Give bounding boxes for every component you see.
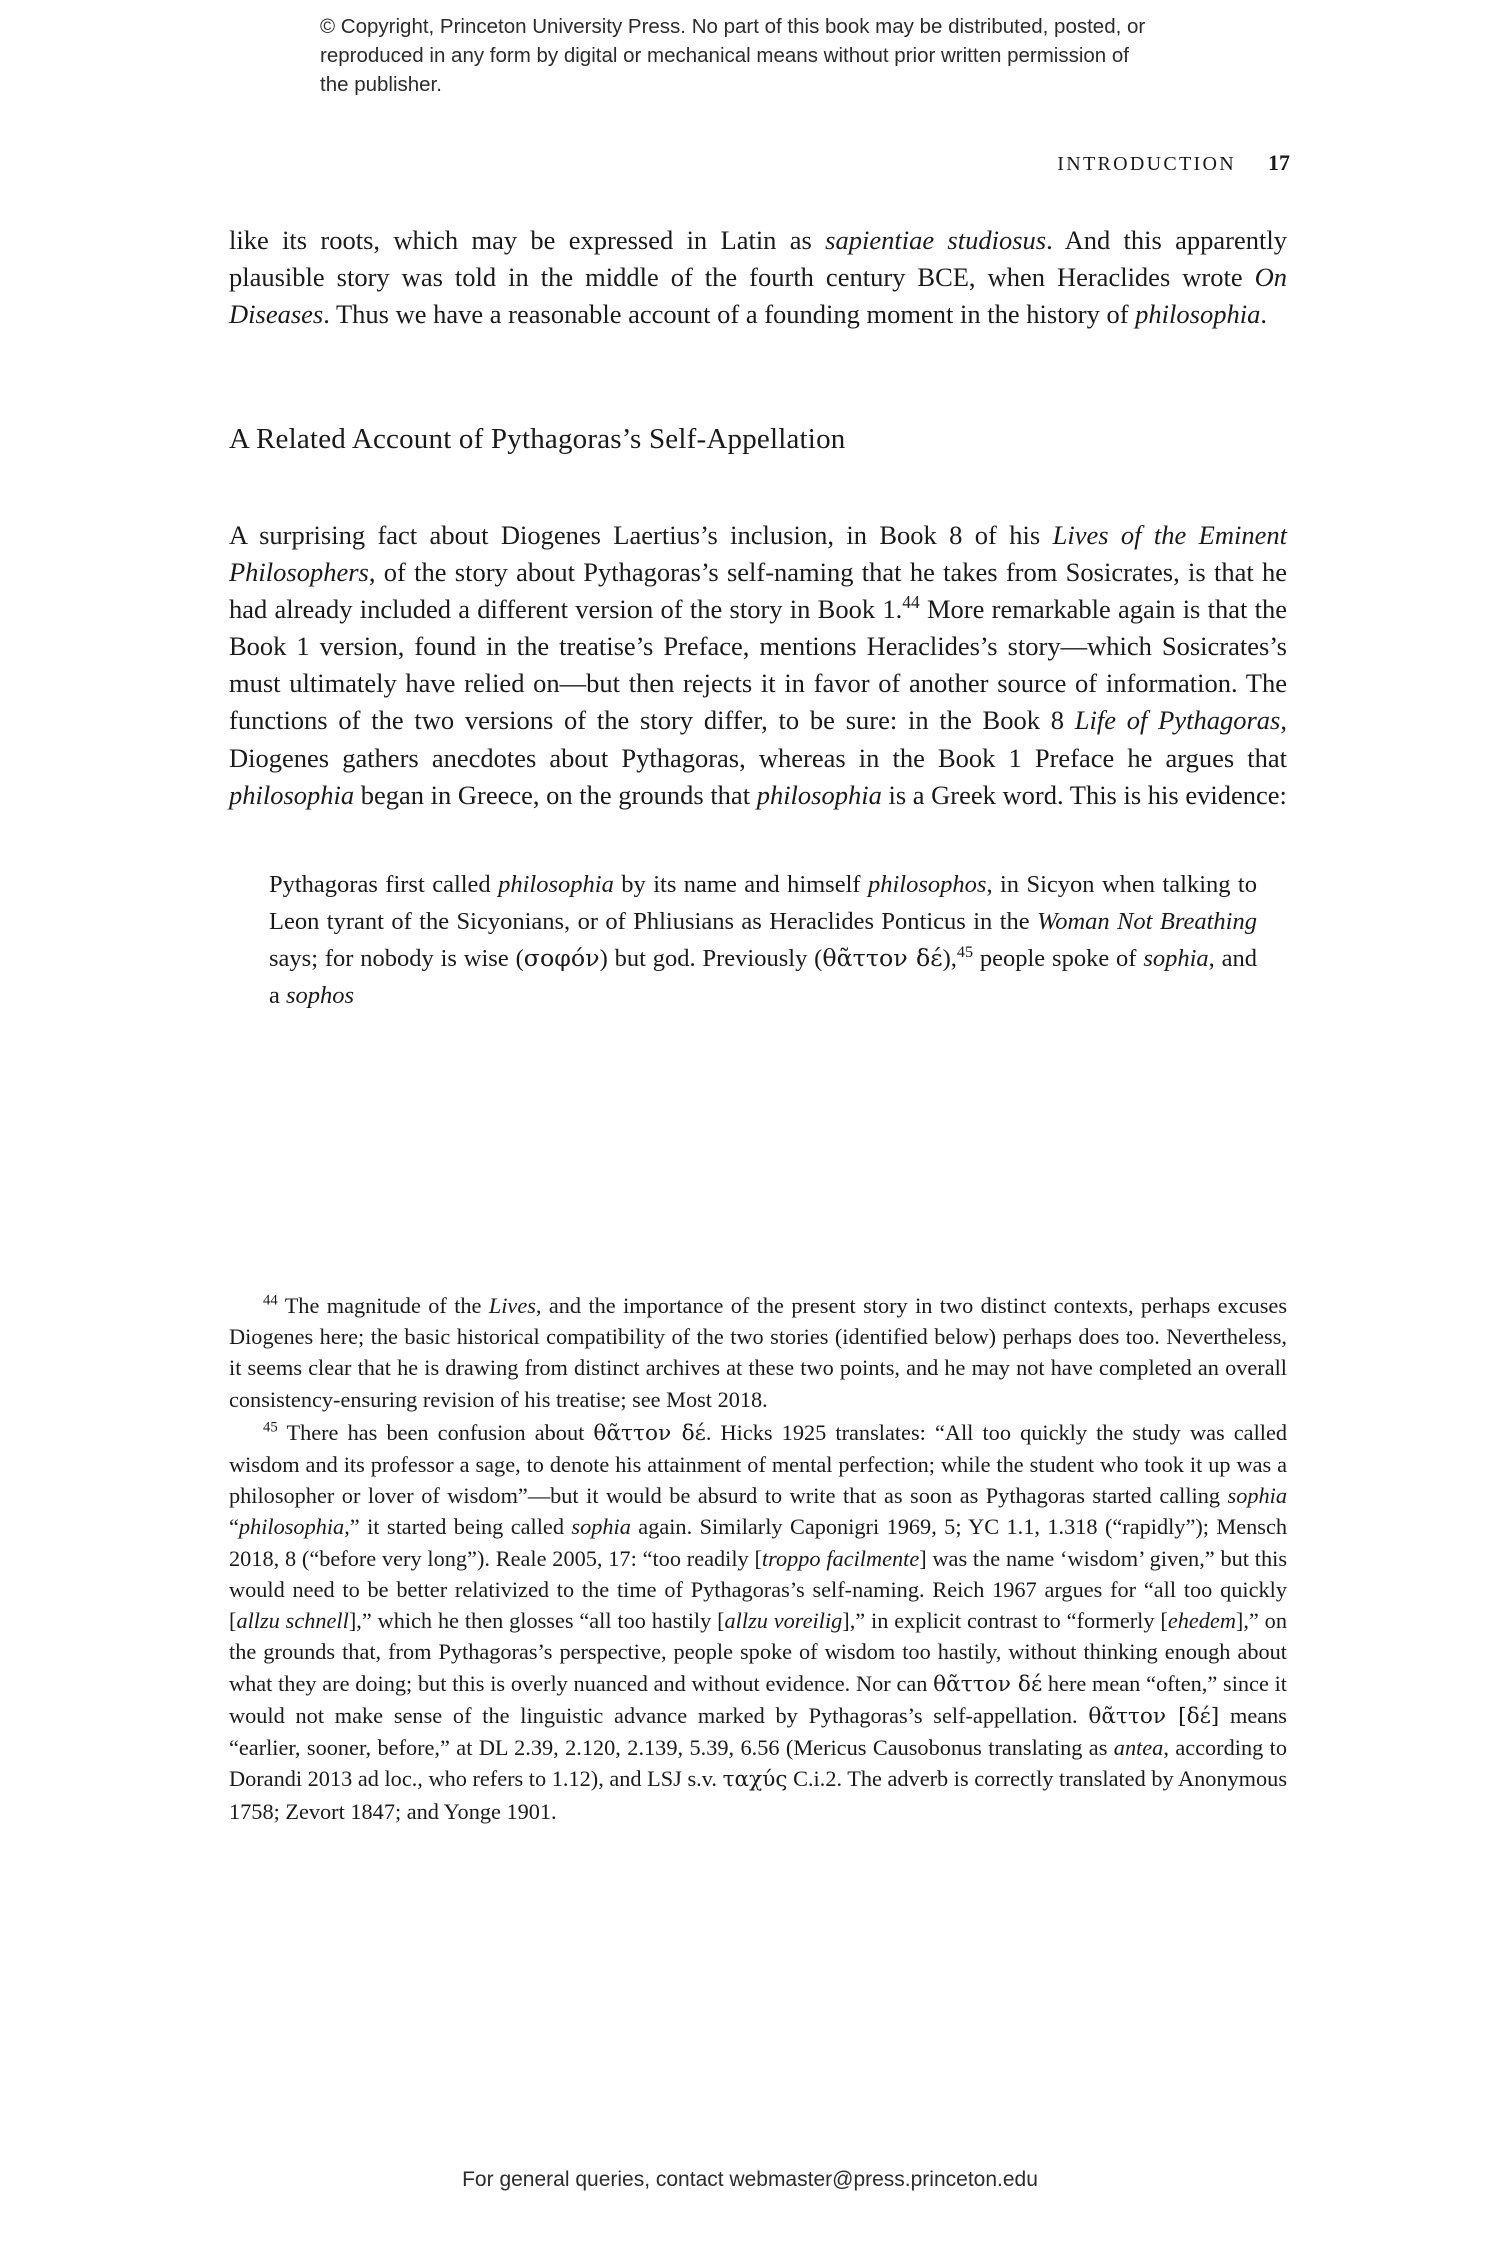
text-italic: allzu voreilig — [724, 1608, 843, 1634]
text-run: ],” in explicit contrast to “formerly [ — [842, 1608, 1168, 1634]
footnote-number[interactable]: 45 — [263, 1419, 278, 1436]
text-italic: philosophia — [238, 1514, 345, 1540]
text-italic: Lives of the Eminent Philosophers — [229, 519, 1287, 588]
text-run: , and the importance of the present story in two distinct contexts, perhaps excuses Diogenes here; the basic historical compatibility of the two stories (identified below) perhaps does too. Nevertheless, it seems clear that he is drawing from distinct archives at these two points, and he may not have completed an overall consistency-ensuring revision of his treatise; see Most 2018. — [229, 1293, 1287, 1412]
text-run: ,” it started being called — [344, 1514, 572, 1540]
running-head — [230, 150, 1290, 176]
footnote-marker-44[interactable]: 44 — [902, 592, 920, 613]
text-run: . Thus we have a reasonable account of a founding moment in the history of — [323, 299, 1136, 330]
text-italic: Woman Not Breathing — [1037, 907, 1257, 935]
greek-text: θᾶττον δέ — [822, 944, 943, 973]
running-head-title: INTRODUCTION — [1057, 153, 1236, 175]
text-run: More remarkable again is that the Book 1 version, found in the treatise’s Preface, mentions Heraclides’s story—which Sosicrates’s must ultimately have relied on—but then rejects it in favor of another source of information. The functions of the two versions of the story differ, to be sure: in the Book 8 — [229, 594, 1287, 736]
greek-text: θᾶττον δέ — [593, 1420, 706, 1446]
text-italic: philosophos — [868, 870, 987, 898]
text-italic: philosophia — [1135, 299, 1261, 330]
text-italic: Life of Pythagoras — [1074, 705, 1281, 736]
text-run: ] was the name ‘wisdom’ given,” but this would need to be better relativized to the time of Pythagoras’s self-naming. Reich 1967 argues for “all too quickly [ — [229, 1545, 1287, 1634]
footnotes-section — [229, 1290, 1287, 1827]
text-run: “ — [229, 1514, 239, 1540]
main-text-column — [229, 222, 1287, 1015]
greek-text: θᾶττον δέ — [933, 1671, 1043, 1697]
text-italic: troppo facilmente — [761, 1545, 920, 1571]
greek-text: θᾶττον [δέ] — [1088, 1703, 1220, 1729]
text-run: . Hicks 1925 translates: “All too quickly the study was called wisdom and its professor a sage, to denote his attainment of mental perfection; while the student who took it up was a philosopher or lover of wisdom”—but it would be absurd to write that as soon as Pythagoras started calling — [229, 1419, 1288, 1509]
text-run: by its name and himself — [613, 870, 868, 898]
text-run: , Diogenes gathers anecdotes about Pythagoras, whereas in the Book 1 Preface he argues that — [229, 705, 1287, 773]
text-italic: sophia — [1143, 945, 1209, 973]
text-run: . And this apparently plausible story was told in the middle of the fourth century BCE, when Heraclides wrote — [229, 225, 1287, 293]
paragraph-main — [229, 517, 1287, 814]
section-title: A Related Account of Pythagoras’s Self-Appellation — [229, 423, 846, 456]
greek-text: σοφόν — [523, 944, 600, 973]
text-italic: philosophia — [229, 779, 355, 810]
footnote — [229, 1417, 1287, 1827]
paragraph-continued — [229, 222, 1287, 333]
text-run: people spoke of — [973, 945, 1144, 973]
page-number: 17 — [1268, 150, 1290, 175]
footnote — [229, 1290, 1287, 1415]
text-run: like its roots, which may be expressed in Latin as — [229, 225, 826, 255]
text-run: . — [1260, 299, 1267, 330]
text-italic: antea — [1113, 1735, 1164, 1761]
text-run: again. Similarly Caponigri 1969, 5; YC 1.1, 1.318 (“rapidly”); Mensch 2018, 8 (“before very long”). Reale 2005, 17: “too readily [ — [229, 1514, 1287, 1571]
footer-query-line: For general queries, contact webmaster@press.princeton.edu — [462, 2168, 1038, 2191]
text-run: , of the story about Pythagoras’s self-naming that he takes from Sosicrates, is that he had already included a different version of the story in Book 1. — [229, 557, 1287, 625]
text-run: ), — [942, 945, 957, 973]
text-italic: philosophia — [498, 870, 614, 898]
text-run: C.i.2. The adverb is correctly translated by Anonymous 1758; Zevort 1847; and Yonge 1901. — [229, 1766, 1287, 1824]
text-italic: sophos — [286, 982, 355, 1010]
text-run: began in Greece, on the grounds that — [354, 779, 757, 810]
text-run: ],” on the grounds that, from Pythagoras’s perspective, people spoke of wisdom too hastily, without thinking enough about what they are doing; but this is overly nuanced and without evidence. Nor can — [229, 1608, 1287, 1696]
text-italic: sophia — [1227, 1483, 1287, 1509]
text-run: says; for nobody is wise ( — [269, 945, 524, 973]
text-run: , in Sicyon when talking to Leon tyrant of the Sicyonians, or of Phliusians as Heraclides Ponticus in the — [269, 870, 1257, 935]
text-italic: sophia — [571, 1514, 631, 1540]
text-run: ) but god. Previously ( — [599, 945, 823, 973]
text-run: here mean “often,” since it would not make sense of the linguistic advance marked by Pythagoras’s self-appellation. — [229, 1670, 1287, 1728]
text-italic: allzu schnell — [236, 1608, 349, 1634]
text-italic: sapientiae studiosus — [825, 225, 1047, 255]
text-italic: Lives — [488, 1293, 536, 1318]
block-quotation — [229, 866, 1287, 1015]
footnote-marker-45[interactable]: 45 — [956, 944, 974, 962]
copyright-notice: © Copyright, Princeton University Press. No part of this book may be distributed, posted, or reproduced in any form by digital or mechanical means without prior written permission of the publisher. — [320, 15, 1146, 97]
text-run: is a Greek word. This is his evidence: — [881, 779, 1287, 810]
text-run: Pythagoras first called — [269, 870, 499, 898]
text-italic: ehedem — [1167, 1608, 1236, 1634]
text-run: The magnitude of the — [284, 1293, 489, 1318]
text-run: , according to Dorandi 2013 ad loc., who refers to 1.12), and LSJ s.v. — [229, 1735, 1288, 1792]
text-italic: On Diseases — [229, 262, 1287, 330]
text-run: A surprising fact about Diogenes Laertius’s inclusion, in Book 8 of his — [229, 519, 1053, 550]
greek-text: ταχύς — [722, 1767, 788, 1793]
text-run: There has been confusion about — [286, 1419, 594, 1445]
text-run: means “earlier, sooner, before,” at DL 2.39, 2.120, 2.139, 5.39, 6.56 (Mericus Causobonus translating as — [229, 1702, 1287, 1761]
text-run: , and a — [269, 945, 1258, 1010]
footnote-number[interactable]: 44 — [263, 1292, 278, 1309]
section-heading-wrapper — [229, 421, 1287, 459]
text-run: ],” which he then glosses “all too hastily [ — [348, 1608, 725, 1634]
text-italic: philosophia — [756, 779, 882, 810]
